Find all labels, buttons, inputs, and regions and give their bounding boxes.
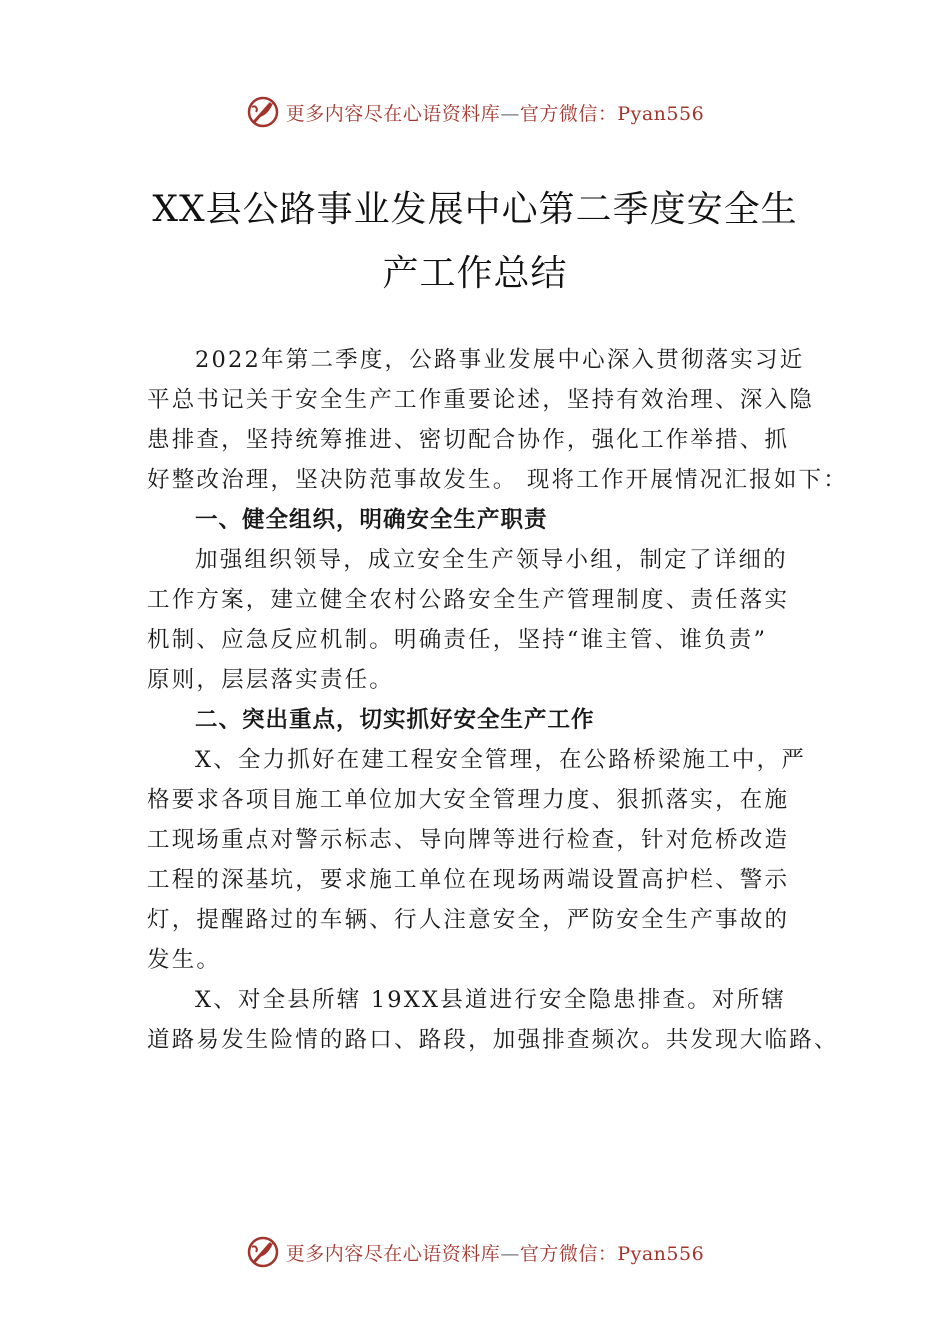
banner-slogan: 更多内容尽在心语资料库 <box>285 1242 501 1265</box>
paragraph-line: 工程的深基坑，要求施工单位在现场两端设置高护栏、警示 <box>147 867 790 893</box>
footer-banner <box>0 1232 950 1272</box>
paragraph-line: 工现场重点对警示标志、导向牌等进行检查，针对危桥改造 <box>147 827 790 853</box>
paragraph-line: X、对全县所辖 19XX县道进行安全隐患排查。对所辖 <box>195 987 787 1013</box>
banner-wechat-label: 官方微信： <box>519 1242 618 1265</box>
banner-wechat-id: Pyan556 <box>617 102 705 125</box>
banner-text <box>286 1239 704 1266</box>
banner-separator: — <box>500 102 520 125</box>
paragraph-line: 平总书记关于安全生产工作重要论述，坚持有效治理、深入隐 <box>147 387 814 413</box>
document-title-line-2: 产工作总结 <box>382 253 568 294</box>
paragraph-line: 2022年第二季度，公路事业发展中心深入贯彻落实习近 <box>195 347 805 373</box>
document-body <box>147 340 848 1060</box>
banner-text <box>286 99 704 126</box>
quill-logo-icon <box>246 95 280 129</box>
banner-separator: — <box>500 1242 520 1265</box>
paragraph-line: 好整改治理，坚决防范事故发生。 现将工作开展情况汇报如下： <box>147 467 848 493</box>
paragraph-line: 灯，提醒路过的车辆、行人注意安全，严防安全生产事故的 <box>147 907 790 933</box>
quill-logo-icon <box>246 1235 280 1269</box>
section-heading-1: 一、健全组织，明确安全生产职责 <box>195 507 548 533</box>
paragraph-line: 加强组织领导，成立安全生产领导小组，制定了详细的 <box>195 547 788 573</box>
paragraph-line: 患排查，坚持统筹推进、密切配合协作，强化工作举措、抓 <box>147 427 790 453</box>
banner-wechat-label: 官方微信： <box>519 102 618 125</box>
document-title-line-1: XX县公路事业发展中心第二季度安全生 <box>152 189 798 230</box>
banner-wechat-id: Pyan556 <box>617 1242 705 1265</box>
paragraph-line: 机制、应急反应机制。明确责任，坚持“谁主管、谁负责” <box>147 627 768 653</box>
banner-slogan: 更多内容尽在心语资料库 <box>285 102 501 125</box>
paragraph-line: 原则，层层落实责任。 <box>147 667 395 693</box>
header-banner <box>0 92 950 132</box>
paragraph-line: 道路易发生险情的路口、路段，加强排查频次。共发现大临路、 <box>147 1027 839 1053</box>
paragraph-line: 发生。 <box>147 947 222 973</box>
section-heading-2: 二、突出重点，切实抓好安全生产工作 <box>195 707 595 733</box>
paragraph-line: X、全力抓好在建工程安全管理，在公路桥梁施工中，严 <box>195 747 807 773</box>
paragraph-line: 工作方案，建立健全农村公路安全生产管理制度、责任落实 <box>147 587 790 613</box>
paragraph-line: 格要求各项目施工单位加大安全管理力度、狠抓落实，在施 <box>147 787 790 813</box>
